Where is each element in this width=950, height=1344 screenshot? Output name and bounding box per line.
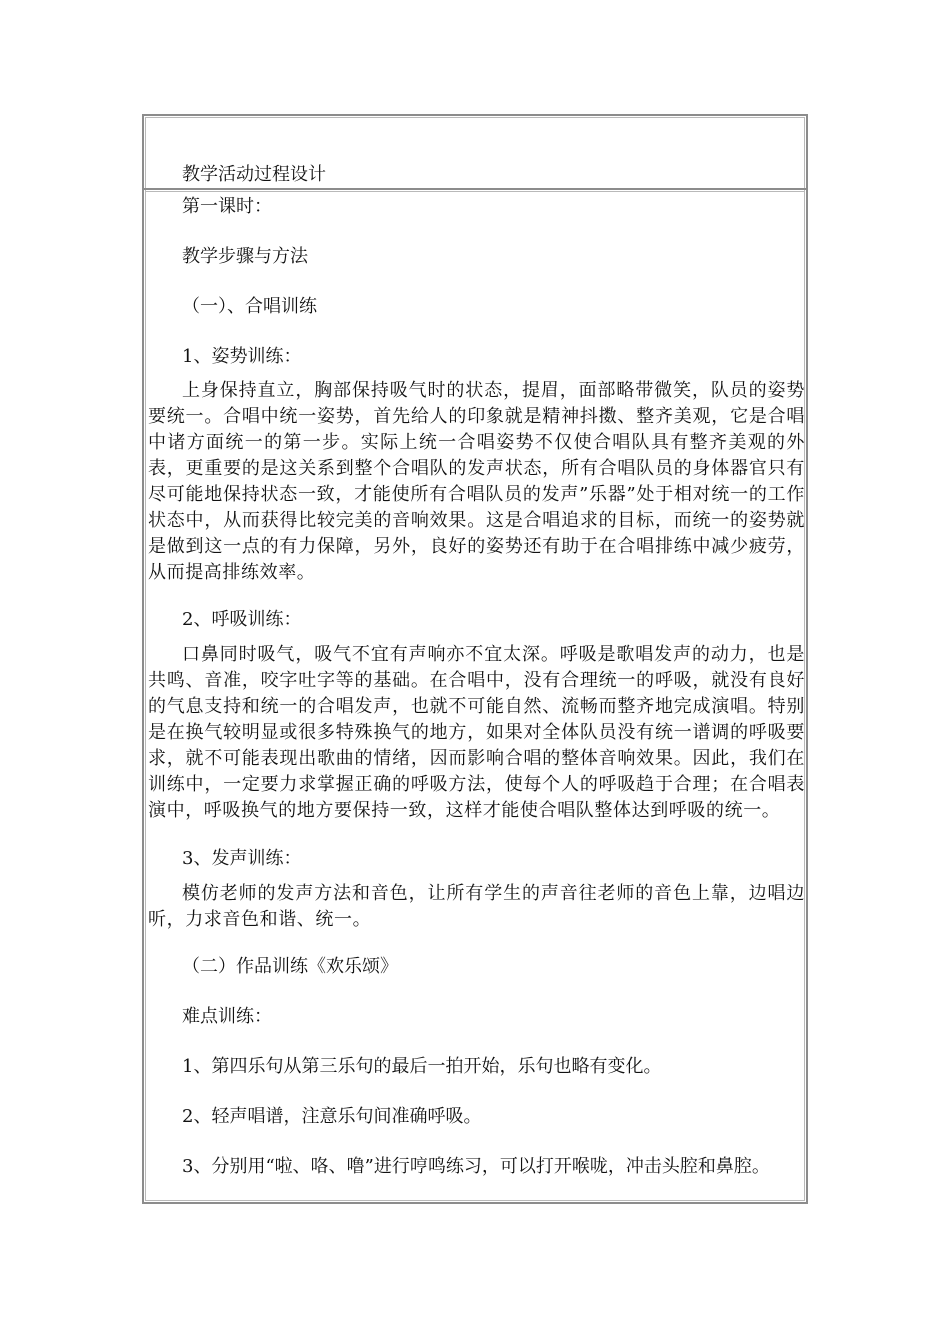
steps-heading: 教学步骤与方法 [182, 246, 308, 267]
difficulty-heading: 难点训练： [182, 1006, 272, 1027]
breathing-paragraph: 口鼻同时吸气，吸气不宜有声响亦不宜太深。呼吸是歌唱发声的动力，也是共鸣、音准，咬字吐字等的基础。在合唱中，没有合理统一的呼吸，就没有良好的气息支持和统一的合唱发声，也就不可能自然、流畅而整齐地完成演唱。特别是在换气较明显或很多特殊换气的地方，如果对全体队员没有统一谱调的呼吸要求，就不可能表现出歌曲的情绪，因而影响合唱的整体音响效果。因此，我们在训练中，一定要力求掌握正确的呼吸方法，使每个人的呼吸趋于合理；在合唱表演中，呼吸换气的地方要保持一致，这样才能使合唱队整体达到呼吸的统一。 [148, 644, 805, 821]
difficulty-point-3: 3、分别用“啦、咯、噜”进行哼鸣练习，可以打开喉咙，冲击头腔和鼻腔。 [182, 1156, 770, 1177]
vocal-paragraph: 模仿老师的发声方法和音色，让所有学生的声音往老师的音色上靠，边唱边听，力求音色和谐、统一。 [148, 883, 805, 930]
difficulty-point-1: 1、第四乐句从第三乐句的最后一拍开始，乐句也略有变化。 [182, 1056, 662, 1077]
section2-heading: （二）作品训练《欢乐颂》 [182, 956, 398, 977]
vocal-heading: 3、发声训练： [182, 848, 302, 869]
breathing-heading: 2、呼吸训练： [182, 609, 302, 630]
lesson-label: 第一课时： [182, 196, 272, 217]
difficulty-point-2: 2、轻声唱谱，注意乐句间准确呼吸。 [182, 1106, 482, 1127]
posture-heading: 1、姿势训练： [182, 346, 302, 367]
posture-paragraph: 上身保持直立，胸部保持吸气时的状态，提眉，面部略带微笑，队员的姿势要统一。合唱中统一姿势，首先给人的印象就是精神抖擞、整齐美观，它是合唱中诸方面统一的第一步。实际上统一合唱姿势不仅使合唱队具有整齐美观的外表，更重要的是这关系到整个合唱队的发声状态，所有合唱队员的身体器官只有尽可能地保持状态一致，才能使所有合唱队员的发声”乐器”处于相对统一的工作状态中，从而获得比较完美的音响效果。这是合唱追求的目标，而统一的姿势就是做到这一点的有力保障，另外，良好的姿势还有助于在合唱排练中减少疲劳，从而提高排练效率。 [148, 380, 805, 583]
table-header-cell [144, 116, 806, 190]
lesson-plan-table [142, 114, 808, 1204]
table-header-title: 教学活动过程设计 [182, 164, 326, 185]
section1-heading: （一）、合唱训练 [182, 296, 317, 317]
